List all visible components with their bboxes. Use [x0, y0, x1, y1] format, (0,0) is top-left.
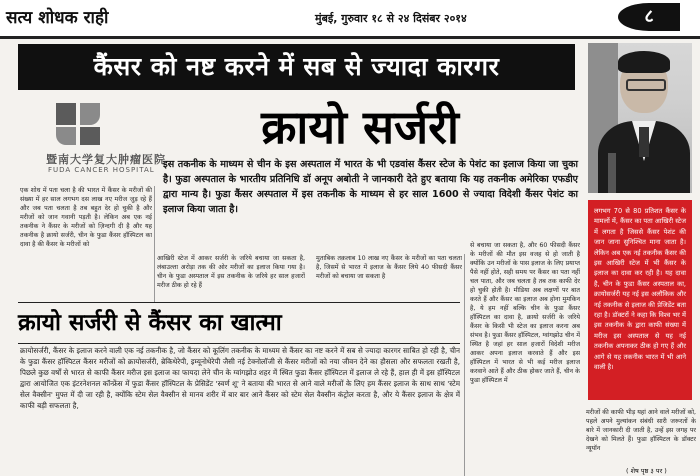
- masthead: [0, 0, 700, 38]
- hospital-logo-icon: [52, 97, 108, 151]
- paper-name: सत्य शोधक राही: [6, 8, 109, 28]
- highlight-text: लगभग 70 से 80 प्रतिशत कैंसर के मामलों में, कैंसर का पता आखिरी स्टेज में लगता है जिससे कैंसर पेशंट की जान जाना सुनिश्चित माना जाता है। लेकिन अब एक नई तकनीक कैंसर की इस आखिरी स्टेज में भी कैंसर के इलाज का दावा कर रही है। यह दावा है, चीन के फुडा कैंसर अस्पताल का, क्रायोसर्जरी यह नई इस अलौकिक और नई तकनीक से इलाज की प्रेजिडेंट बता रहा है। डॉक्टरों ने कहा कि विश्व भर में इस तकनीक के द्वारा काफी संख्या में मरीज इस अस्पताल से यह नई तकनीक अपनाकर ठीक हो गए हैं और आगे से यह तकनीक भारत में भी आने वाली है।: [594, 207, 686, 372]
- photo-caption: मरीजों की काफी भीड़ यहां आने वाले मरीजों को, पहले अपने मुल्यांकन संबंधी सारी जरूरतों के बारे में जानकारी दी जाती है, उन्हें इस जगह पर देखने को मिलते हैं। फुडा हॉस्पिटल के डॉक्टर न्यूयॉन: [586, 409, 696, 452]
- hospital-chinese-name: 暨南大学复大肿瘤医院: [46, 153, 166, 166]
- masthead-rule: [0, 37, 700, 39]
- column-divider: [154, 186, 155, 302]
- article-title: क्रायो सर्जरी: [261, 100, 459, 154]
- column-divider: [464, 254, 465, 476]
- column-bottom: क्रायोसर्जरी, कैंसर के इलाज करने वाली एक नई तकनीक है, जो कैंसर को कूलिंग तकनीक के माध्यम से कैंसर का नष्ट करने में सब से ज्यादा कारगर साबित हो रही है, चीन के फुडा कैंसर हॉस्पिटल कैंसर मरीजों को क्रायोसर्जरी, ब्रेकिथेरेपी, इम्यूनोथेरेपी जैसी नई टेक्नोलॉजी से कैंसर मरीजों को नया जीवन देने का हौसला और सफलता रखती है, पिछले कुछ वर्षों से भारत से काफी कैंसर मरीज इस इलाज का फायदा लेने चीन के ग्वांगझोउ शहर में स्थित फुडा कैंसर हॉस्पिटल में इलाज ले रहे हैं, हाल ही में इस हॉस्पिटल द्वारा आयोजित एक इंटरनेशनल कॉन्फ्रेंस में फुडा कैंसर हॉस्पिटल के प्रेसिडेंट 'स्वर्ण शू' ने बताया की भारत से आने वाले मरीजों के लिए हम कैंसर इलाज के साथ साथ 'स्टेम सेल वैक्सीन' मुफ्त में दी जा रही है, क्योंकि स्टेम सेल वैक्सीन से मानव शरीर में बार बार आने कैंसर को स्टेम सेल वैक्सीन कंट्रोल करता है, और ये कैंसर इलाज के क्षेत्र में काफी बड़ी सफलता है,: [20, 346, 460, 410]
- highlight-box: [588, 200, 692, 400]
- doctor-photo: [588, 43, 692, 193]
- hospital-english-name: FUDA CANCER HOSPITAL: [48, 166, 155, 174]
- page-number: ८: [618, 3, 680, 31]
- column-middle-1: आखिरी स्टेज में आकर सर्जरी के जरिये बचाया जा सकता है, लंबाउल्ता अरोड़ा तक की ओर मरीजों का इलाज किया गया है। चीन के फुडा अस्पताल में इस तकनीक के जरिये हर साल हजारों मरीज ठीक हो रहे हैं: [157, 255, 305, 289]
- article-intro: इस तकनीक के माध्यम से चीन के इस अस्पताल में भारत के भी एडवांस कैंसर स्टेज के पेशंट का इलाज किया जा चुका है। फुडा अस्पताल के भारतीय प्रतिनिधि डॉ अनूप अबोती ने जानकारी देते हुए बताया कि यह तकनीक अमेरिका एफडीए द्वारा मान्य है। फुडा कैंसर अस्पताल में इस तकनीक के माध्यम से हर साल 1600 से ज्यादा विदेशी कैंसर पेशंट का इलाज किया जाता है।: [163, 159, 578, 215]
- headline-banner: कैंसर को नष्ट करने में सब से ज्यादा कारगर: [18, 44, 575, 90]
- column-left: एक शोध में पता चला है की भारत में कैंसर के मरीजों की संख्या में हर साल लगभग दस लाख नए मरीज जुड़ रहे हैं और जब पता चलता है तब बहुत देर हो चुकी है और मरीजों को जान गवानी पड़ती है। लेकिन अब एक नई तकनीक ने कैंसर के मरीजों को ज़िन्दगी दी है और यह तकनीक है क्रायो सर्जरी, चीन के फुडा कैंसर हॉस्पिटल का दावा है की कैंसर के मरीजों को: [20, 187, 152, 248]
- subheading: क्रायो सर्जरी से कैंसर का खात्मा: [18, 302, 460, 344]
- continued-note: ( शेष पृष्ठ ३ पर ): [626, 467, 667, 475]
- column-middle-2: मुताबिक तक़लाब 10 लाख नए कैंसर के मरीजों का पता चलता है, जिसमें से भारत में इलाज के कैंसर लिये 40 फीसदी कैंसर मरीजों को बचाया जा सकता है: [316, 255, 462, 280]
- dateline: मुंबई, गुरुवार १८ से २४ दिसंबर २०१४: [315, 12, 467, 25]
- column-right: से बचाया जा सकता है, और 60 फीसदी कैंसर के मरीजों की मौत इस वजह से हो जाती है क्योंकि उन मरीजों के पास इलाज के लिए प्रयाप्त पैसे नहीं होते, सही समय पर कैंसर का पता नहीं चल पाता, और जब चलता है तब तक काफी देर हो चुकी होती है। मीडिया अब लक्षणों पर बात करते हैं और कैंसर का इलाज अब होना मुमकिन है, ये हम नहीं बल्कि चीन के फुडा कैंसर हॉस्पिटल का दावा है, क्रायो सर्जरी के जरिये कैंसर के किसी भी स्टेज का इलाज करना अब संभव है। फुडा कैंसर हॉस्पिटल, ग्वांगझोउ चीन में स्थित है जहां हर साल हजारों विदेशी मरीज आकर अपना इलाज करवाते हैं और इस हॉस्पिटल में भारत से भी कई मरीज इलाज करवाने आते हैं और ठीक होकर जाते हैं, चीन के फुडा हॉस्पिटल में: [470, 242, 580, 384]
